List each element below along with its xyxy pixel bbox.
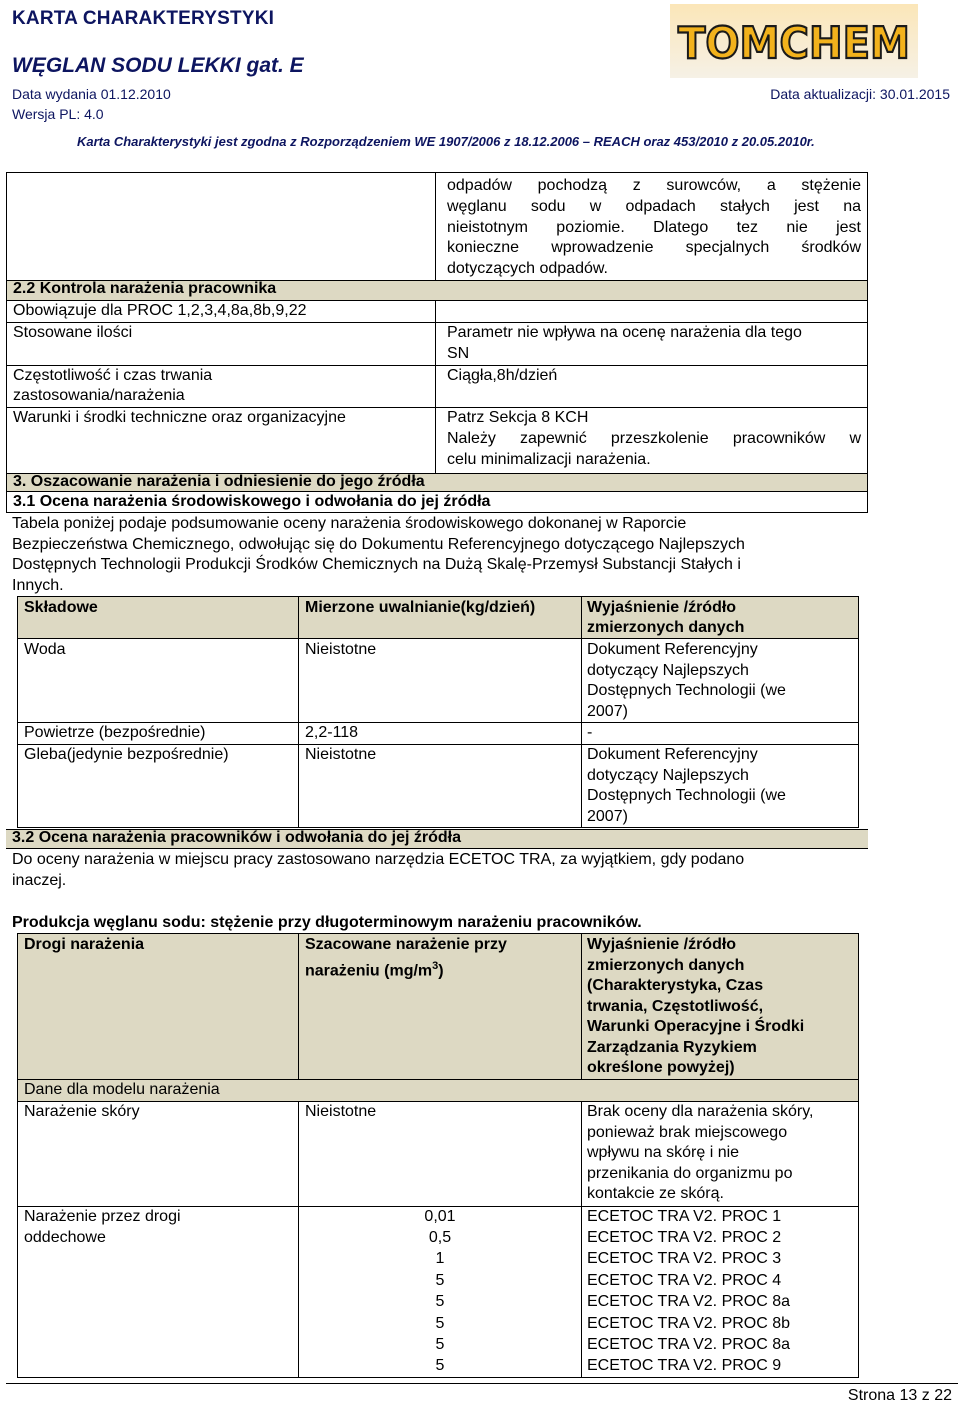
inhalation-source: ECETOC TRA V2. PROC 9	[587, 1357, 782, 1374]
row-soil-value: Nieistotne	[305, 746, 377, 763]
skin-note-line-2: ponieważ brak miejscowego	[587, 1124, 788, 1141]
inhalation-value: 1	[435, 1250, 445, 1267]
intro-line-4: Innych.	[12, 577, 64, 594]
inhalation-source: ECETOC TRA V2. PROC 8a	[587, 1293, 791, 1310]
inhalation-label-line-2: oddechowe	[24, 1229, 106, 1246]
row-soil-source-2: dotyczący Najlepszych	[587, 767, 749, 784]
row-soil-component: Gleba(jedynie bezpośrednie)	[24, 746, 229, 763]
inhalation-source: ECETOC TRA V2. PROC 1	[587, 1208, 782, 1225]
inhalation-source: ECETOC TRA V2. PROC 2	[587, 1229, 782, 1246]
skin-note-line-4: przenikania do organizmu po	[587, 1165, 793, 1182]
svg-text:TOMCHEM: TOMCHEM	[678, 18, 910, 69]
production-heading: Produkcja węglanu sodu: stężenie przy długoterminowym narażeniu pracowników.	[12, 914, 642, 931]
inhalation-label-line-1: Narażenie przez drogi	[24, 1208, 181, 1225]
section-3-1-heading: 3.1 Ocena narażenia środowiskowego i odwołania do jej źródła	[13, 493, 491, 510]
header-source-line-2: zmierzonych danych	[587, 619, 745, 636]
applies-to-proc: Obowiązuje dla PROC 1,2,3,4,8a,8b,9,22	[13, 302, 307, 319]
section-3-heading: 3. Oszacowanie narażenia i odniesienie do jego źródła	[13, 473, 425, 490]
row-frequency-label-line-2: zastosowania/narażenia	[13, 387, 185, 404]
section-2-2-heading: 2.2 Kontrola narażenia pracownika	[13, 280, 277, 297]
skin-note-line-3: wpływu na skórę i nie	[587, 1144, 740, 1161]
row-frequency-value: Ciągła,8h/dzień	[447, 367, 558, 384]
section-3-2-heading: 3.2 Ocena narażenia pracowników i odwołania do jej źródła	[12, 829, 462, 846]
worker-exposure-table	[17, 933, 859, 1378]
row-measures-value-line-1: Patrz Sekcja 8 KCH	[447, 409, 589, 426]
header-source-line-1: Wyjaśnienie /źródło	[587, 599, 737, 616]
product-name-title: WĘGLAN SODU LEKKI gat. E	[12, 54, 304, 77]
section-3-1-header	[6, 491, 868, 512]
inhalation-value: 0,01	[424, 1208, 456, 1225]
issue-date: Data wydania 01.12.2010	[12, 86, 171, 102]
inhalation-value: 5	[435, 1336, 445, 1353]
waste-note-line-2: węglanu sodu w odpadach stałych jest na	[447, 198, 861, 215]
inhalation-source: ECETOC TRA V2. PROC 3	[587, 1250, 782, 1267]
page-number: Strona 13 z 22	[847, 1387, 952, 1404]
section-3-2-text-line-1: Do oceny narażenia w miejscu pracy zastosowano narzędzia ECETOC TRA, za wyjątkiem, gdy podano	[12, 851, 745, 868]
row-water-value: Nieistotne	[305, 641, 377, 658]
row-water-source-1: Dokument Referencyjny	[587, 641, 758, 658]
skin-exposure-value: Nieistotne	[305, 1103, 377, 1120]
intro-line-3: Dostępnych Technologii Produkcji Środków Chemicznych na Dużą Skalę-Przemysł Substancji Stałych i	[12, 556, 741, 573]
inhalation-value: 5	[435, 1293, 445, 1310]
row-amounts-value-line-1: Parametr nie wpływa na ocenę narażenia dla tego	[447, 324, 802, 341]
inhalation-source: ECETOC TRA V2. PROC 4	[587, 1272, 782, 1289]
intro-line-2: Bezpieczeństwa Chemicznego, odwołując się do Dokumentu Referencyjnego dotyczącego Najlepszych	[12, 536, 745, 553]
row-soil-source-3: Dostępnych Technologii (we	[587, 787, 786, 804]
skin-note-line-5: kontakcie ze skórą.	[587, 1185, 724, 1202]
header-explanation-line-7: określone powyżej)	[587, 1059, 735, 1076]
version-label: Wersja PL: 4.0	[12, 106, 104, 122]
waste-note-line-4: konieczne wprowadzenie specjalnych środków	[447, 239, 861, 256]
inhalation-value: 5	[435, 1357, 445, 1374]
row-measures-value-line-3: celu minimalizacji narażenia.	[447, 451, 651, 468]
document-type-title: KARTA CHARAKTERYSTYKI	[12, 8, 275, 29]
header-explanation-line-6: Zarządzania Ryzykiem	[587, 1039, 757, 1056]
section-3-2-band	[6, 829, 868, 849]
tomchem-logo	[670, 4, 918, 78]
row-soil-source-1: Dokument Referencyjny	[587, 746, 758, 763]
header-explanation-line-4: trwania, Częstotliwość,	[587, 998, 764, 1015]
section-3-2-text-line-2: inaczej.	[12, 872, 67, 889]
row-air-component: Powietrze (bezpośrednie)	[24, 724, 206, 741]
header-estimated-exposure-line-1: Szacowane narażenie przy	[305, 936, 507, 953]
skin-note-line-1: Brak oceny dla narażenia skóry,	[587, 1103, 814, 1120]
header-explanation-line-5: Warunki Operacyjne i Środki	[587, 1018, 805, 1035]
inhalation-value: 5	[435, 1315, 445, 1332]
waste-note-line-5: dotyczących odpadów.	[447, 260, 608, 277]
inhalation-source: ECETOC TRA V2. PROC 8a	[587, 1336, 791, 1353]
row-amounts-value-line-2: SN	[447, 345, 470, 362]
row-amounts-label: Stosowane ilości	[13, 324, 133, 341]
row-air-value: 2,2-118	[305, 724, 359, 741]
inhalation-value: 5	[435, 1272, 445, 1289]
worker-control-table	[6, 172, 868, 492]
row-water-source-2: dotyczący Najlepszych	[587, 662, 749, 679]
waste-note-line-3: nieistotnym poziomie. Dlatego tez nie jest	[447, 219, 861, 236]
header-estimated-exposure-line-2: narażeniu $(mg/m^3)$	[305, 960, 444, 980]
row-soil-source-4: 2007)	[587, 808, 628, 825]
model-data-row: Dane dla modelu narażenia	[24, 1081, 220, 1098]
regulation-note: Karta Charakterystyki jest zgodna z Rozporządzeniem WE 1907/2006 z 18.12.2006 – REACH oraz 453/2010 z 20.05.2010r.	[77, 134, 815, 149]
row-water-component: Woda	[24, 641, 66, 658]
header-component: Składowe	[24, 599, 98, 616]
inhalation-value: 0,5	[428, 1229, 452, 1246]
header-measured-release: Mierzone uwalnianie(kg/dzień)	[305, 599, 536, 616]
row-frequency-label-line-1: Częstotliwość i czas trwania	[13, 367, 213, 384]
inhalation-source: ECETOC TRA V2. PROC 8b	[587, 1315, 791, 1332]
row-water-source-4: 2007)	[587, 703, 628, 720]
header-explanation-line-1: Wyjaśnienie /źródło	[587, 936, 737, 953]
environmental-exposure-table	[17, 596, 859, 828]
row-measures-value-line-2: Należy zapewnić przeszkolenie pracowników w	[447, 430, 861, 447]
update-date: Data aktualizacji: 30.01.2015	[770, 86, 950, 102]
header-explanation-line-3: (Charakterystyka, Czas	[587, 977, 764, 994]
row-air-source: -	[587, 724, 593, 741]
header-explanation-line-2: zmierzonych danych	[587, 957, 745, 974]
row-water-source-3: Dostępnych Technologii (we	[587, 682, 786, 699]
row-measures-label: Warunki i środki techniczne oraz organizacyjne	[13, 409, 346, 426]
header-exposure-route: Drogi narażenia	[24, 936, 145, 953]
intro-line-1: Tabela poniżej podaje podsumowanie oceny narażenia środowiskowego dokonanej w Raporcie	[12, 515, 687, 532]
waste-note-line-1: odpadów pochodzą z surowców, a stężenie	[447, 177, 861, 194]
footer-divider	[6, 1383, 958, 1384]
skin-exposure-label: Narażenie skóry	[24, 1103, 140, 1120]
